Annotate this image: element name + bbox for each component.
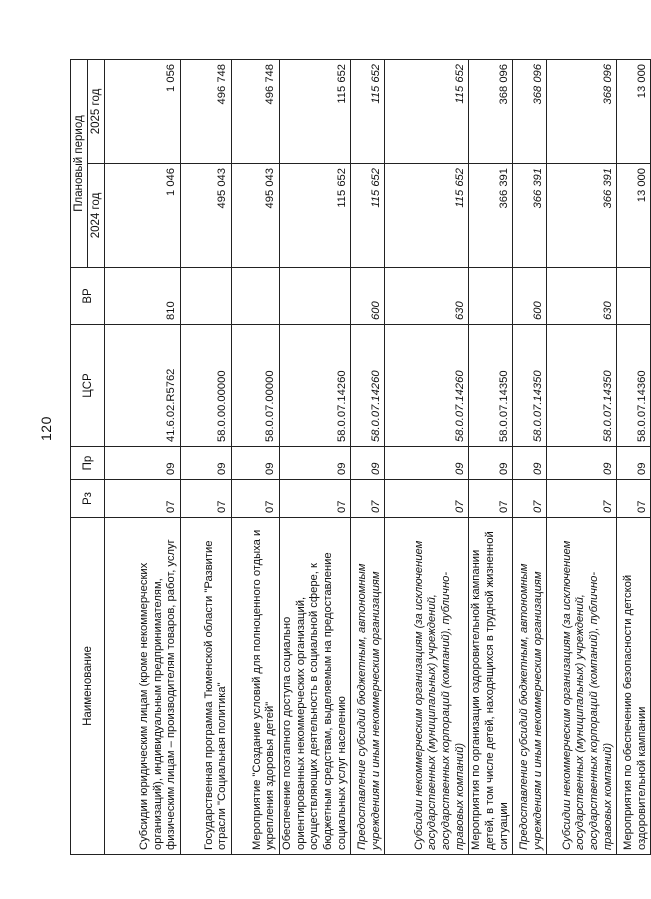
row-csr: 58.0.07.00000 (232, 325, 280, 447)
row-rz: 07 (232, 480, 280, 518)
table-row (351, 59, 385, 854)
row-name: Мероприятие "Создание условий для полноценного отдыха и укрепления здоровья детей" (232, 518, 280, 855)
header-csr: ЦСР (71, 325, 105, 447)
header-rz: Рз (71, 480, 105, 518)
row-2024: 366 391 (547, 164, 617, 268)
row-name: Субсидии некоммерческим организациям (за исключением государственных (муниципальных) учреждений, государственных корпораций (компаний), публично-правовых компаний) (547, 518, 617, 855)
row-name: Предоставление субсидий бюджетным, автономным учреждениям и иным некоммерческим организациям (513, 518, 547, 855)
table-row (469, 59, 513, 854)
table-row (105, 59, 181, 854)
header-planned-period: Плановый период (71, 59, 88, 267)
table-row (385, 59, 469, 854)
table-row (181, 59, 232, 854)
row-pr: 09 (351, 447, 385, 480)
row-pr: 09 (105, 447, 181, 480)
row-2025: 115 652 (280, 59, 351, 163)
row-2025: 115 652 (385, 59, 469, 163)
header-year-2024: 2024 год (88, 164, 105, 268)
row-csr: 41.6.02.R5762 (105, 325, 181, 447)
header-year-2025: 2025 год (88, 59, 105, 163)
row-name: Предоставление субсидий бюджетным, автономным учреждениям и иным некоммерческим организациям (351, 518, 385, 855)
row-rz: 07 (617, 480, 651, 518)
row-2025: 13 000 (617, 59, 651, 163)
table-row (513, 59, 547, 854)
row-2024: 115 652 (385, 164, 469, 268)
budget-table-rotated (70, 60, 648, 855)
row-2024: 13 000 (617, 164, 651, 268)
row-csr: 58.0.07.14350 (469, 325, 513, 447)
row-pr: 09 (232, 447, 280, 480)
row-name: Мероприятия по обеспечению безопасности детской оздоровительной кампании (617, 518, 651, 855)
row-2024: 115 652 (351, 164, 385, 268)
row-2024: 366 391 (513, 164, 547, 268)
row-2024: 115 652 (280, 164, 351, 268)
row-vr: 810 (105, 268, 181, 325)
table-row (617, 59, 651, 854)
row-rz: 07 (105, 480, 181, 518)
row-2025: 115 652 (351, 59, 385, 163)
row-vr (617, 268, 651, 325)
row-pr: 09 (513, 447, 547, 480)
row-2025: 368 096 (513, 59, 547, 163)
row-pr: 09 (181, 447, 232, 480)
row-pr: 09 (547, 447, 617, 480)
row-name: Субсидии юридическим лицам (кроме некоммерческих организаций), индивидуальным предпринимателям, физическим лицам – производителям товаров, работ, услуг (105, 518, 181, 855)
row-name: Государственная программа Тюменской области "Развитие отрасли "Социальная политика" (181, 518, 232, 855)
row-csr: 58.0.07.14350 (513, 325, 547, 447)
row-vr (280, 268, 351, 325)
row-vr (469, 268, 513, 325)
row-2025: 368 096 (469, 59, 513, 163)
row-2025: 496 748 (181, 59, 232, 163)
row-2024: 1 046 (105, 164, 181, 268)
row-vr: 600 (351, 268, 385, 325)
row-2025: 368 096 (547, 59, 617, 163)
row-2025: 496 748 (232, 59, 280, 163)
row-rz: 07 (181, 480, 232, 518)
row-name: Субсидии некоммерческим организациям (за исключением государственных (муниципальных) учреждений, государственных корпораций (компаний), публично-правовых компаний) (385, 518, 469, 855)
row-csr: 58.0.07.14360 (617, 325, 651, 447)
row-name: Мероприятия по организации оздоровительной кампании детей, в том числе детей, находящихся в трудной жизненной ситуации (469, 518, 513, 855)
row-2024: 495 043 (181, 164, 232, 268)
row-pr: 09 (280, 447, 351, 480)
row-vr (232, 268, 280, 325)
budget-table (70, 59, 651, 855)
header-pr: Пр (71, 447, 105, 480)
row-rz: 07 (547, 480, 617, 518)
row-rz: 07 (280, 480, 351, 518)
row-pr: 09 (385, 447, 469, 480)
row-vr: 630 (385, 268, 469, 325)
row-pr: 09 (469, 447, 513, 480)
row-2024: 495 043 (232, 164, 280, 268)
table-row (547, 59, 617, 854)
table-row (280, 59, 351, 854)
row-csr: 58.0.07.14260 (385, 325, 469, 447)
table-row (232, 59, 280, 854)
row-2025: 1 056 (105, 59, 181, 163)
row-vr: 630 (547, 268, 617, 325)
row-vr (181, 268, 232, 325)
row-name: Обеспечение поэтапного доступа социально ориентированных некоммерческих организаций, осуществляющих деятельность в социальной сфере, к бюджетным средствам, выделяемым на предоставление социальных услуг населению (280, 518, 351, 855)
row-csr: 58.0.00.00000 (181, 325, 232, 447)
row-rz: 07 (469, 480, 513, 518)
row-csr: 58.0.07.14350 (547, 325, 617, 447)
row-2024: 366 391 (469, 164, 513, 268)
row-rz: 07 (513, 480, 547, 518)
header-row-1 (71, 59, 88, 854)
page-number: 120 (38, 416, 54, 441)
row-pr: 09 (617, 447, 651, 480)
row-rz: 07 (351, 480, 385, 518)
header-vr: ВР (71, 268, 105, 325)
row-rz: 07 (385, 480, 469, 518)
row-csr: 58.0.07.14260 (280, 325, 351, 447)
row-csr: 58.0.07.14260 (351, 325, 385, 447)
header-name: Наименование (71, 518, 105, 855)
row-vr: 600 (513, 268, 547, 325)
